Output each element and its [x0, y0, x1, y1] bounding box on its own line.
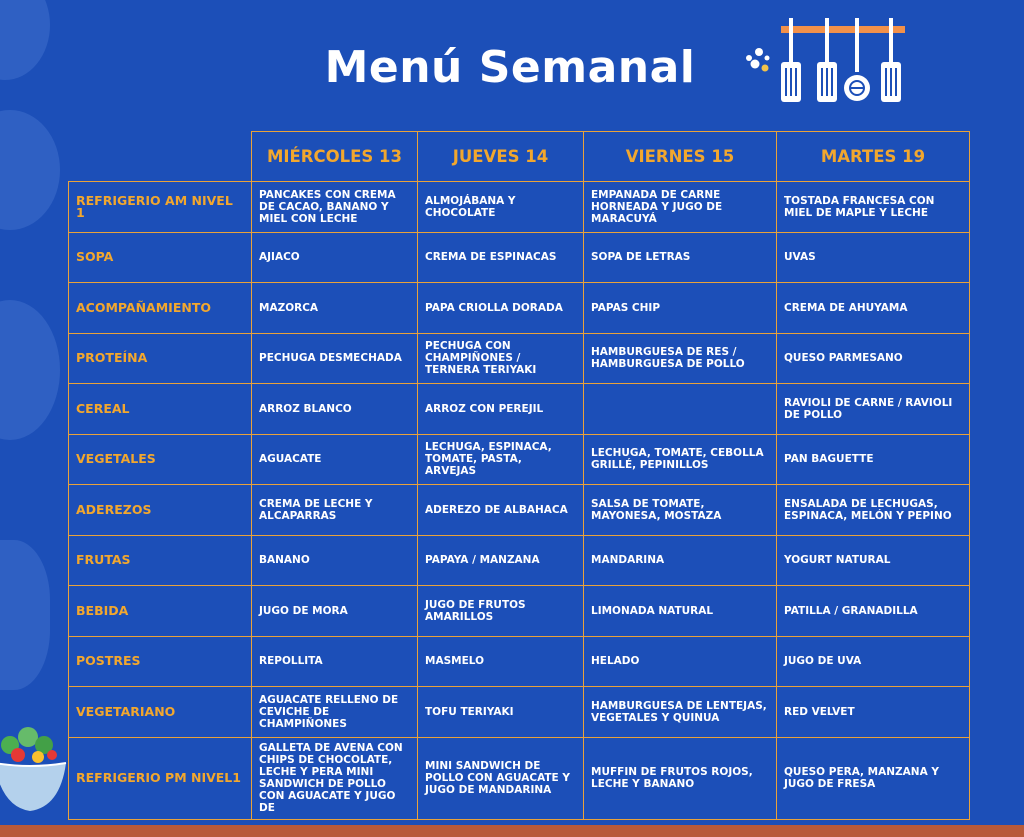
table-row	[69, 384, 970, 435]
menu-cell: PANCAKES CON CREMA DE CACAO, BANANO Y MIEL CON LECHE	[252, 182, 418, 233]
menu-cell: ARROZ CON PEREJIL	[418, 384, 584, 435]
table-row	[69, 586, 970, 637]
menu-cell: PECHUGA DESMECHADA	[252, 333, 418, 384]
menu-cell	[584, 384, 777, 435]
menu-cell: CREMA DE AHUYAMA	[777, 283, 970, 334]
menu-cell: CREMA DE LECHE Y ALCAPARRAS	[252, 485, 418, 536]
weekly-menu-table	[68, 131, 970, 820]
menu-cell: PECHUGA CON CHAMPIÑONES / TERNERA TERIYAKI	[418, 333, 584, 384]
table-row	[69, 485, 970, 536]
day-header: JUEVES 14	[418, 132, 584, 182]
background-decoration	[0, 540, 50, 690]
row-label: REFRIGERIO PM NIVEL1	[69, 737, 252, 819]
menu-cell: TOSTADA FRANCESA CON MIEL DE MAPLE Y LECHE	[777, 182, 970, 233]
menu-cell: MASMELO	[418, 636, 584, 687]
table-row	[69, 737, 970, 819]
day-header: VIERNES 15	[584, 132, 777, 182]
footer-bar	[0, 825, 1024, 837]
menu-cell: HELADO	[584, 636, 777, 687]
menu-cell: RED VELVET	[777, 687, 970, 738]
row-label: VEGETALES	[69, 434, 252, 485]
background-decoration	[0, 300, 60, 440]
menu-cell: PAPAS CHIP	[584, 283, 777, 334]
menu-cell: PAPA CRIOLLA DORADA	[418, 283, 584, 334]
row-label: POSTRES	[69, 636, 252, 687]
menu-cell: HAMBURGUESA DE LENTEJAS, VEGETALES Y QUINUA	[584, 687, 777, 738]
menu-cell: YOGURT NATURAL	[777, 535, 970, 586]
row-label: FRUTAS	[69, 535, 252, 586]
menu-cell: JUGO DE MORA	[252, 586, 418, 637]
menu-cell: SOPA DE LETRAS	[584, 232, 777, 283]
menu-cell: GALLETA DE AVENA CON CHIPS DE CHOCOLATE, LECHE Y PERA MINI SANDWICH DE POLLO CON AGUACATE Y JUGO DE	[252, 737, 418, 819]
menu-cell: JUGO DE FRUTOS AMARILLOS	[418, 586, 584, 637]
menu-cell: BANANO	[252, 535, 418, 586]
menu-cell: LECHUGA, ESPINACA, TOMATE, PASTA, ARVEJAS	[418, 434, 584, 485]
menu-cell: ADEREZO DE ALBAHACA	[418, 485, 584, 536]
menu-cell: EMPANADA DE CARNE HORNEADA Y JUGO DE MARACUYÁ	[584, 182, 777, 233]
menu-cell: REPOLLITA	[252, 636, 418, 687]
row-label: PROTEÍNA	[69, 333, 252, 384]
row-label: ADEREZOS	[69, 485, 252, 536]
menu-cell: MINI SANDWICH DE POLLO CON AGUACATE Y JUGO DE MANDARINA	[418, 737, 584, 819]
menu-cell: AJIACO	[252, 232, 418, 283]
salad-bowl-icon	[0, 715, 68, 825]
menu-cell: TOFU TERIYAKI	[418, 687, 584, 738]
table-row	[69, 232, 970, 283]
menu-cell: PATILLA / GRANADILLA	[777, 586, 970, 637]
menu-cell: AGUACATE	[252, 434, 418, 485]
menu-cell: AGUACATE RELLENO DE CEVICHE DE CHAMPIÑONES	[252, 687, 418, 738]
row-label: SOPA	[69, 232, 252, 283]
page-title: Menú Semanal	[324, 42, 696, 93]
menu-cell: RAVIOLI DE CARNE / RAVIOLI DE POLLO	[777, 384, 970, 435]
menu-cell: CREMA DE ESPINACAS	[418, 232, 584, 283]
menu-cell: UVAS	[777, 232, 970, 283]
row-label: VEGETARIANO	[69, 687, 252, 738]
day-header: MIÉRCOLES 13	[252, 132, 418, 182]
table-header-row	[69, 132, 970, 182]
row-label: ACOMPAÑAMIENTO	[69, 283, 252, 334]
menu-cell: MANDARINA	[584, 535, 777, 586]
day-header: MARTES 19	[777, 132, 970, 182]
menu-cell: HAMBURGUESA DE RES / HAMBURGUESA DE POLLO	[584, 333, 777, 384]
menu-cell: QUESO PARMESANO	[777, 333, 970, 384]
table-row	[69, 434, 970, 485]
menu-cell: PAN BAGUETTE	[777, 434, 970, 485]
menu-cell: ENSALADA DE LECHUGAS, ESPINACA, MELÓN Y PEPINO	[777, 485, 970, 536]
table-row	[69, 687, 970, 738]
menu-cell: LECHUGA, TOMATE, CEBOLLA GRILLÉ, PEPINILLOS	[584, 434, 777, 485]
table-row	[69, 333, 970, 384]
kitchen-utensils-icon	[745, 18, 910, 108]
table-row	[69, 535, 970, 586]
menu-cell: JUGO DE UVA	[777, 636, 970, 687]
row-label: REFRIGERIO AM NIVEL 1	[69, 182, 252, 233]
table-corner	[69, 132, 252, 182]
row-label: CEREAL	[69, 384, 252, 435]
table-row	[69, 182, 970, 233]
background-decoration	[0, 110, 60, 230]
menu-cell: LIMONADA NATURAL	[584, 586, 777, 637]
menu-cell: PAPAYA / MANZANA	[418, 535, 584, 586]
table-row	[69, 283, 970, 334]
menu-cell: ARROZ BLANCO	[252, 384, 418, 435]
table-row	[69, 636, 970, 687]
menu-cell: QUESO PERA, MANZANA Y JUGO DE FRESA	[777, 737, 970, 819]
menu-cell: ALMOJÁBANA Y CHOCOLATE	[418, 182, 584, 233]
menu-cell: SALSA DE TOMATE, MAYONESA, MOSTAZA	[584, 485, 777, 536]
row-label: BEBIDA	[69, 586, 252, 637]
menu-cell: MAZORCA	[252, 283, 418, 334]
menu-cell: MUFFIN DE FRUTOS ROJOS, LECHE Y BANANO	[584, 737, 777, 819]
